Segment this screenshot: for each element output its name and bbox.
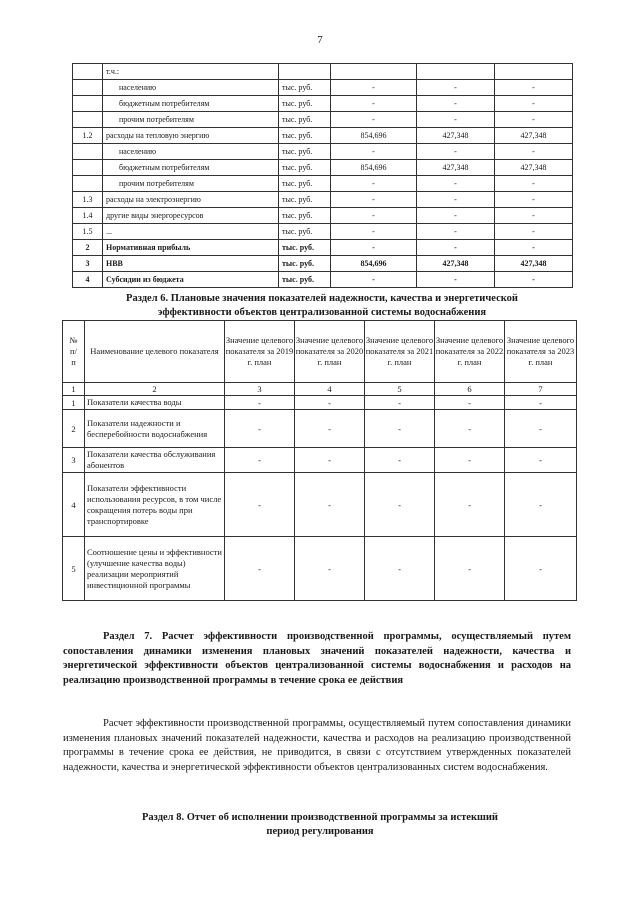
value-2021: - (495, 208, 573, 224)
row-name: Субсидии из бюджета (103, 272, 279, 288)
table-row (73, 192, 573, 208)
value-2019: - (331, 80, 417, 96)
value-2019: - (331, 240, 417, 256)
row-name: расходы на тепловую энергию (103, 128, 279, 144)
row-number: 5 (63, 537, 85, 601)
row-number: 2 (73, 240, 103, 256)
row-name: бюджетным потребителям (103, 96, 279, 112)
row-unit: тыс. руб. (279, 192, 331, 208)
table-row (73, 96, 573, 112)
table-row (63, 396, 577, 410)
row-number (73, 160, 103, 176)
table-row (73, 128, 573, 144)
row-number: 2 (63, 410, 85, 448)
indicator-value: - (365, 448, 435, 473)
row-number: 1.3 (73, 192, 103, 208)
table-row (73, 208, 573, 224)
column-number-row (63, 383, 577, 396)
column-number: 7 (505, 383, 577, 396)
value-2021: - (495, 192, 573, 208)
value-2020: - (417, 112, 495, 128)
value-2019: - (331, 272, 417, 288)
value-2020 (417, 64, 495, 80)
value-2020: 427,348 (417, 256, 495, 272)
row-name: расходы на электроэнергию (103, 192, 279, 208)
row-number: 1.4 (73, 208, 103, 224)
column-number: 3 (225, 383, 295, 396)
row-unit: тыс. руб. (279, 240, 331, 256)
indicator-value: - (365, 396, 435, 410)
indicator-value: - (435, 537, 505, 601)
indicator-value: - (365, 473, 435, 537)
table-row (73, 272, 573, 288)
column-number: 5 (365, 383, 435, 396)
row-unit: тыс. руб. (279, 272, 331, 288)
row-number (73, 144, 103, 160)
value-2021: - (495, 240, 573, 256)
table-row (73, 112, 573, 128)
section-7-title: Раздел 7. Расчет эффективности производственной программы, осуществляемый путем сопоставления динамики изменения плановых значений показателей надежности, качества и энергетической эффективности объектов централизованной системы водоснабжения и расходов на реализацию производственной программы в течение срока ее действия (63, 631, 571, 686)
value-2020: - (417, 240, 495, 256)
header-name: Наименование целевого показателя (85, 321, 225, 383)
indicator-value: - (365, 537, 435, 601)
value-2019: - (331, 208, 417, 224)
table-row (73, 224, 573, 240)
row-unit: тыс. руб. (279, 112, 331, 128)
column-number: 4 (295, 383, 365, 396)
value-2020: 427,348 (417, 160, 495, 176)
row-name: прочим потребителям (103, 176, 279, 192)
table-row (63, 473, 577, 537)
table-row (73, 144, 573, 160)
indicator-name: Показатели качества воды (85, 396, 225, 410)
value-2021: - (495, 96, 573, 112)
table-row (73, 80, 573, 96)
table-row (63, 410, 577, 448)
section-8-title (100, 811, 540, 839)
row-number (73, 96, 103, 112)
target-indicators-table (62, 320, 577, 601)
table-row (73, 256, 573, 272)
row-name: населению (103, 144, 279, 160)
row-number (73, 80, 103, 96)
row-unit: тыс. руб. (279, 96, 331, 112)
row-number: 3 (73, 256, 103, 272)
value-2019: - (331, 176, 417, 192)
row-name: т.ч.: (103, 64, 279, 80)
header-year-2019: Значение целевого показателя за 2019 г. план (225, 321, 295, 383)
value-2021: - (495, 144, 573, 160)
indicator-value: - (295, 410, 365, 448)
value-2020: - (417, 176, 495, 192)
row-unit: тыс. руб. (279, 144, 331, 160)
value-2019: - (331, 112, 417, 128)
expenses-table (72, 63, 573, 288)
value-2021: - (495, 176, 573, 192)
row-number: 1 (63, 396, 85, 410)
indicator-value: - (505, 410, 577, 448)
row-number: 4 (63, 473, 85, 537)
value-2019: 854,696 (331, 128, 417, 144)
header-no: № п/ п (63, 321, 85, 383)
header-year-2023: Значение целевого показателя за 2023 г. план (505, 321, 577, 383)
value-2021: 427,348 (495, 128, 573, 144)
indicator-value: - (295, 396, 365, 410)
row-number (73, 64, 103, 80)
section-6-title-line-1: Раздел 6. Плановые значения показателей надежности, качества и энергетической (126, 293, 518, 304)
row-number (73, 112, 103, 128)
value-2019: - (331, 224, 417, 240)
indicator-value: - (295, 448, 365, 473)
row-unit: тыс. руб. (279, 160, 331, 176)
row-name: ... (103, 224, 279, 240)
value-2020: - (417, 192, 495, 208)
value-2019 (331, 64, 417, 80)
row-name: населению (103, 80, 279, 96)
value-2020: 427,348 (417, 128, 495, 144)
value-2021: 427,348 (495, 256, 573, 272)
row-name: Нормативная прибыль (103, 240, 279, 256)
indicator-value: - (505, 473, 577, 537)
indicator-value: - (225, 396, 295, 410)
indicator-value: - (435, 448, 505, 473)
indicator-value: - (365, 410, 435, 448)
header-year-2021: Значение целевого показателя за 2021 г. план (365, 321, 435, 383)
indicator-name: Показатели качества обслуживания абонентов (85, 448, 225, 473)
table-row (73, 64, 573, 80)
section-6-title (72, 292, 572, 320)
value-2020: - (417, 144, 495, 160)
indicator-name: Показатели надежности и бесперебойности водоснабжения (85, 410, 225, 448)
section-8-title-line-1: Раздел 8. Отчет об исполнении производственной программы за истекший (142, 812, 498, 823)
row-unit: тыс. руб. (279, 176, 331, 192)
column-number: 6 (435, 383, 505, 396)
value-2019: 854,696 (331, 256, 417, 272)
row-name: другие виды энергоресурсов (103, 208, 279, 224)
row-unit: тыс. руб. (279, 224, 331, 240)
indicator-value: - (225, 537, 295, 601)
indicator-value: - (225, 410, 295, 448)
indicator-name: Соотношение цены и эффективности (улучшение качества воды) реализации мероприятий инвестиционной программы (85, 537, 225, 601)
row-name: НВВ (103, 256, 279, 272)
row-name: прочим потребителям (103, 112, 279, 128)
indicator-value: - (505, 448, 577, 473)
indicator-value: - (505, 396, 577, 410)
value-2020: - (417, 208, 495, 224)
indicator-value: - (435, 473, 505, 537)
section-8-title-line-2: период регулирования (266, 826, 374, 837)
header-year-2022: Значение целевого показателя за 2022 г. план (435, 321, 505, 383)
page-number: 7 (317, 34, 323, 46)
row-number: 1.5 (73, 224, 103, 240)
value-2019: 854,696 (331, 160, 417, 176)
indicator-value: - (435, 396, 505, 410)
value-2021: 427,348 (495, 160, 573, 176)
value-2020: - (417, 224, 495, 240)
indicator-value: - (295, 537, 365, 601)
value-2019: - (331, 192, 417, 208)
table-row (63, 448, 577, 473)
row-unit: тыс. руб. (279, 128, 331, 144)
indicator-value: - (295, 473, 365, 537)
row-unit: тыс. руб. (279, 256, 331, 272)
value-2019: - (331, 96, 417, 112)
value-2021: - (495, 224, 573, 240)
indicator-value: - (225, 473, 295, 537)
row-number: 3 (63, 448, 85, 473)
table-row (73, 240, 573, 256)
value-2021: - (495, 112, 573, 128)
row-name: бюджетным потребителям (103, 160, 279, 176)
header-year-2020: Значение целевого показателя за 2020 г. план (295, 321, 365, 383)
indicator-name: Показатели эффективности использования ресурсов, в том числе сокращения потерь воды при транспортировке (85, 473, 225, 537)
table-row (63, 537, 577, 601)
table-row (73, 176, 573, 192)
indicator-value: - (505, 537, 577, 601)
value-2021 (495, 64, 573, 80)
value-2020: - (417, 80, 495, 96)
table-row (73, 160, 573, 176)
value-2020: - (417, 96, 495, 112)
value-2020: - (417, 272, 495, 288)
column-number: 1 (63, 383, 85, 396)
row-unit: тыс. руб. (279, 208, 331, 224)
column-number: 2 (85, 383, 225, 396)
row-number (73, 176, 103, 192)
indicator-value: - (435, 410, 505, 448)
value-2021: - (495, 272, 573, 288)
row-number: 1.2 (73, 128, 103, 144)
row-unit (279, 64, 331, 80)
row-number: 4 (73, 272, 103, 288)
value-2019: - (331, 144, 417, 160)
row-unit: тыс. руб. (279, 80, 331, 96)
section-6-title-line-2: эффективности объектов централизованной системы водоснабжения (157, 307, 487, 318)
value-2021: - (495, 80, 573, 96)
indicator-value: - (225, 448, 295, 473)
section-7-paragraph: Расчет эффективности производственной программы, осуществляемый путем сопоставления динамики изменения плановых значений показателей надежности, качества и расходов на реализацию производственной программы в течение срока ее действия, не приводится, в связи с отсутствием утвержденных показателей надежности, качества и энергетической эффективности объектов централизованных систем водоснабжения. (63, 718, 571, 773)
